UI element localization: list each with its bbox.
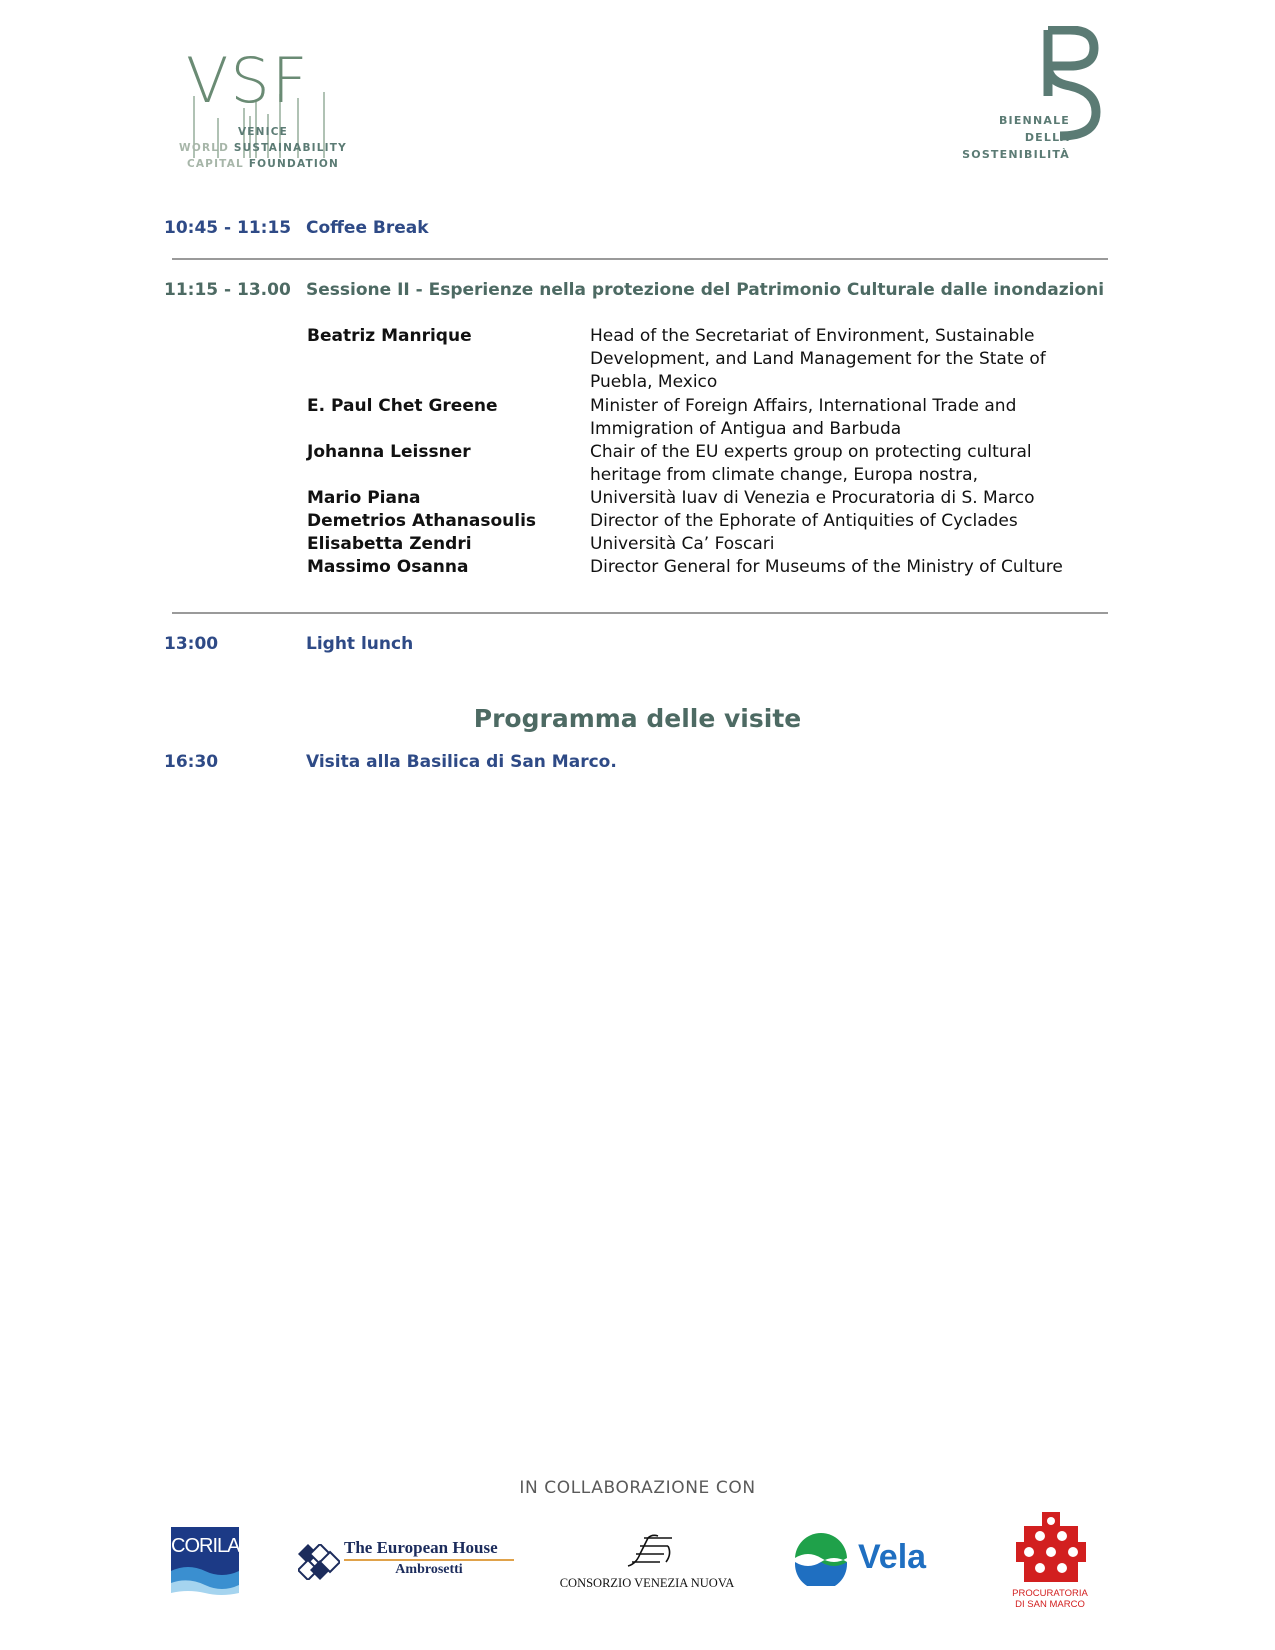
biennale-logo-line2: DELLA [1024, 131, 1070, 144]
speaker-role-line: Development, and Land Management for the State of [590, 349, 1046, 369]
speaker-role [590, 533, 1090, 556]
speaker-role [590, 395, 1090, 441]
speaker-role [590, 556, 1090, 579]
teh-logo-line2: Ambrosetti [395, 1562, 463, 1577]
visit-title: Visita alla Basilica di San Marco. [306, 752, 617, 772]
biennale-bs-mark-icon [1040, 26, 1110, 146]
speaker-role-line: Head of the Secretariat of Environment, Sustainable [590, 326, 1035, 346]
speaker-role-line: Minister of Foreign Affairs, International Trade and [590, 396, 1017, 416]
speaker-role [590, 325, 1090, 394]
teh-logo-underline [344, 1559, 514, 1561]
speaker-name: Johanna Leissner [307, 442, 471, 462]
collaboration-label: IN COLLABORAZIONE CON [519, 1478, 756, 1498]
speaker-role-line: Immigration of Antigua and Barbuda [590, 419, 902, 439]
cvn-scroll-icon [622, 1534, 678, 1570]
speaker-name: Beatriz Manrique [307, 326, 472, 346]
procuratoria-logo-line2: DI SAN MARCO [1015, 1599, 1085, 1610]
speaker-role-line: Puebla, Mexico [590, 372, 718, 392]
coffee-title: Coffee Break [306, 218, 429, 238]
speaker-role-line: heritage from climate change, Europa nostra, [590, 465, 978, 485]
speaker-name: Elisabetta Zendri [307, 534, 472, 554]
vela-logo [794, 1532, 944, 1588]
speaker-role-line: Università Iuav di Venezia e Procuratoria di S. Marco [590, 488, 1035, 508]
biennale-logo-line3: SOSTENIBILITÀ [962, 148, 1070, 161]
speaker-role-line: Director of the Ephorate of Antiquities of Cyclades [590, 511, 1018, 531]
vsf-logo-line2 [178, 142, 348, 154]
procuratoria-logo-text [1000, 1588, 1100, 1610]
teh-logo-line1: The European House [344, 1538, 498, 1557]
vsf-logo-line3-b: FOUNDATION [248, 158, 340, 170]
session2-time: 11:15 - 13.00 [164, 280, 291, 300]
biennale-logo [960, 26, 1110, 166]
corila-logo-text: CORILA [171, 1535, 240, 1557]
speaker-role-line: Director General for Museums of the Ministry of Culture [590, 557, 1063, 577]
speaker-role [590, 510, 1090, 533]
speaker-name: Demetrios Athanasoulis [307, 511, 537, 531]
coffee-time: 10:45 - 11:15 [164, 218, 292, 238]
speaker-name: Mario Piana [307, 488, 421, 508]
procuratoria-logo [1010, 1512, 1090, 1612]
lunch-title: Light lunch [306, 634, 414, 654]
vsf-logo-line2-a: WORLD [179, 142, 230, 154]
visits-heading: Programma delle visite [473, 704, 802, 733]
teh-ambrosetti-logo [298, 1538, 518, 1586]
session2-title: Sessione II - Esperienze nella protezione del Patrimonio Culturale dalle inondazioni [306, 280, 1105, 300]
vsf-logo-line3 [178, 158, 348, 170]
visit-time: 16:30 [164, 752, 219, 772]
vela-circle-icon [794, 1532, 848, 1586]
vsf-logo-letters: VSF [186, 44, 310, 117]
vsf-logo [178, 26, 348, 176]
vsf-logo-line1: VENICE [237, 126, 289, 138]
speaker-name: Massimo Osanna [307, 557, 469, 577]
speaker-role [590, 487, 1090, 510]
speaker-role [590, 441, 1090, 487]
speaker-role-line: Università Ca’ Foscari [590, 534, 775, 554]
biennale-logo-line1: BIENNALE [998, 114, 1070, 127]
speaker-role-line: Chair of the EU experts group on protecting cultural [590, 442, 1032, 462]
procuratoria-basilica-icon [1016, 1512, 1086, 1584]
corila-logo [171, 1527, 241, 1595]
vsf-logo-line3-a: CAPITAL [186, 158, 244, 170]
vela-logo-text: Vela [858, 1538, 927, 1576]
speaker-name: E. Paul Chet Greene [307, 396, 498, 416]
cvn-logo-text: CONSORZIO VENEZIA NUOVA [559, 1576, 735, 1590]
vsf-logo-line2-b: SUSTAINABILITY [233, 142, 347, 154]
divider [172, 612, 1108, 614]
cvn-logo [552, 1534, 742, 1594]
divider [172, 258, 1108, 260]
procuratoria-logo-line1: PROCURATORIA [1012, 1588, 1088, 1599]
lunch-time: 13:00 [164, 634, 219, 654]
teh-diamond-icon [298, 1544, 340, 1580]
